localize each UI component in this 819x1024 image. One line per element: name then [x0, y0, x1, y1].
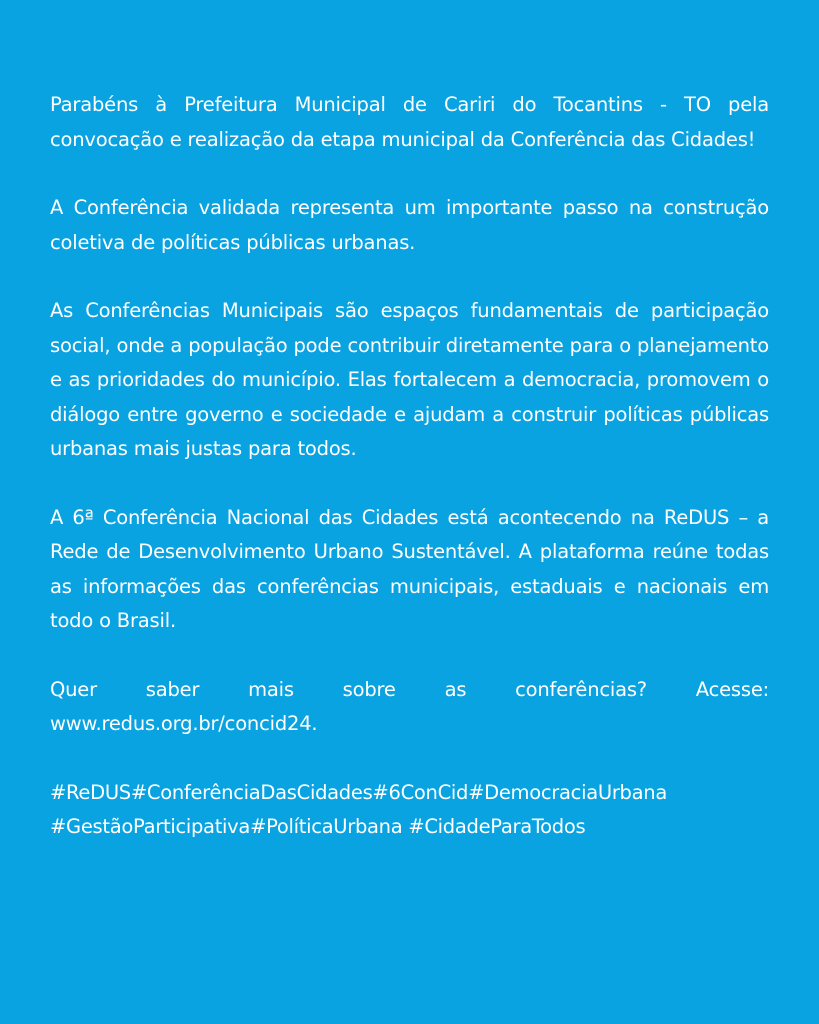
- municipal-conferences-paragraph: As Conferências Municipais são espaços fundamentais de participação social, onde a população pode contribuir diretamente para o planejamento e as prioridades do município. Elas fortalecem a democracia, promovem o diálogo entre governo e sociedade e ajudam a construir políticas públicas urbanas mais justas para todos.: [50, 299, 769, 460]
- congratulations-paragraph: Parabéns à Prefeitura Municipal de Cariri do Tocantins - TO pela convocação e realização da etapa municipal da Conferência das Cidades!: [50, 93, 769, 151]
- national-conference-paragraph: A 6ª Conferência Nacional das Cidades está acontecendo na ReDUS – a Rede de Desenvolvimento Urbano Sustentável. A plataforma reúne todas as informações das conferências municipais, estaduais e nacionais em todo o Brasil.: [50, 505, 769, 632]
- hashtags-block: [50, 776, 769, 845]
- hashtags-line-1: #ReDUS#ConferênciaDasCidades#6ConCid#DemocraciaUrbana: [50, 780, 667, 804]
- hashtags-line-2: #GestãoParticipativa#PolíticaUrbana #CidadeParaTodos: [50, 815, 586, 838]
- learn-more-paragraph: Quer saber mais sobre as conferências? Acesse: www.redus.org.br/concid24.: [50, 677, 769, 735]
- validation-paragraph: A Conferência validada representa um importante passo na construção coletiva de políticas públicas urbanas.: [50, 196, 769, 254]
